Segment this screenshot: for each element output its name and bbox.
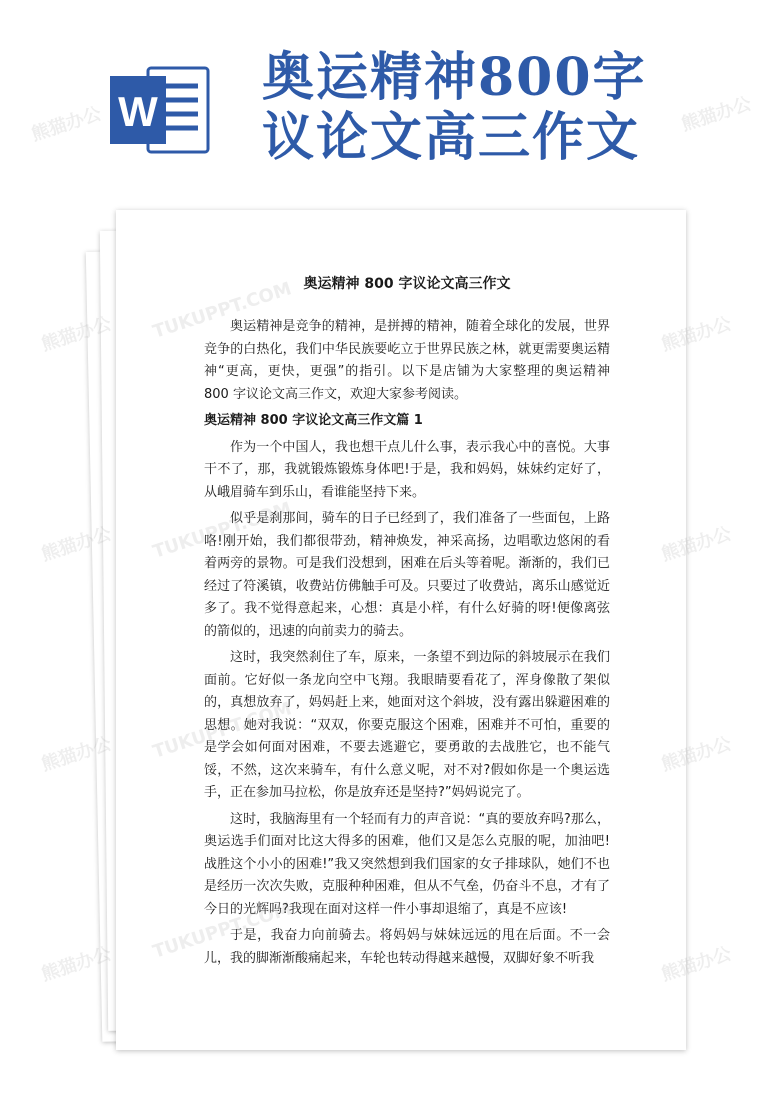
document-body xyxy=(204,272,610,974)
banner-title-line-2: 议论文高三作文 xyxy=(262,107,641,168)
watermark: 熊猫办公 xyxy=(658,313,734,356)
watermark: 熊猫办公 xyxy=(658,523,734,566)
watermark: 熊猫办公 xyxy=(38,313,114,356)
section-heading: 奥运精神 800 字议论文高三作文篇 1 xyxy=(204,413,423,428)
paragraph: 作为一个中国人，我也想干点儿什么事，表示我心中的喜悦。大事干不了，那，我就锻炼锻炼身体吧!于是，我和妈妈，妹妹约定好了，从峨眉骑车到乐山，看谁能坚持下来。 xyxy=(204,439,610,500)
banner xyxy=(0,0,780,200)
word-document-icon xyxy=(108,62,212,158)
intro-paragraph: 奥运精神是竞争的精神，是拼搏的精神，随着全球化的发展，世界竞争的白热化，我们中华民族要屹立于世界民族之林，就更需要奥运精神“更高，更快，更强”的指引。以下是店铺为大家整理的奥运精神 800 字议论文高三作文，欢迎大家参考阅读。 xyxy=(204,319,610,402)
paragraph: 于是，我奋力向前骑去。将妈妈与妹妹远远的甩在后面。不一会儿，我的脚渐渐酸痛起来，车轮也转动得越来越慢，双脚好象不听我 xyxy=(204,928,610,966)
banner-title-line-1: 奥运精神800字 xyxy=(262,47,647,108)
paragraph: 这时，我突然刹住了车，原来，一条望不到边际的斜坡展示在我们面前。它好似一条龙向空中飞翔。我眼睛要看花了，浑身像散了架似的，真想放弃了，妈妈赶上来，她面对这个斜坡，没有露出躲避困难的思想。她对我说：“双双，你要克服这个困难，困难并不可怕，重要的是学会如何面对困难，不要去逃避它，要勇敢的去战胜它，也不能气馁，不然，这次来骑车，有什么意义呢，对不对?假如你是一个奥运选手，正在参加马拉松，你是放弃还是坚持?”妈妈说完了。 xyxy=(204,650,610,800)
watermark: 熊猫办公 xyxy=(38,523,114,566)
document-title: 奥运精神 800 字议论文高三作文 xyxy=(303,276,511,292)
watermark: 熊猫办公 xyxy=(38,733,114,776)
banner-title xyxy=(262,48,742,168)
logo-letter: W xyxy=(118,88,158,135)
watermark: 熊猫办公 xyxy=(658,943,734,986)
watermark: 熊猫办公 xyxy=(678,93,754,136)
watermark: 熊猫办公 xyxy=(28,103,104,146)
watermark: 熊猫办公 xyxy=(38,943,114,986)
watermark: 熊猫办公 xyxy=(658,733,734,776)
paragraph: 这时，我脑海里有一个轻而有力的声音说：“真的要放弃吗?那么，奥运选手们面对比这大得多的困难，他们又是怎么克服的呢，加油吧!战胜这个小小的困难!”我又突然想到我们国家的女子排球队，她们不也是经历一次次失败，克服种种困难，但从不气垒，仍奋斗不息，才有了今日的光辉吗?我现在面对这样一件小事却退缩了，真是不应该! xyxy=(204,811,610,917)
paragraph: 似乎是刹那间，骑车的日子已经到了，我们准备了一些面包，上路咯!刚开始，我们都很带劲，精神焕发，神采高扬，边唱歌边悠闲的看着两旁的景物。可是我们没想到，困难在后头等着呢。渐渐的，我们已经过了符溪镇，收费站仿佛触手可及。只要过了收费站，离乐山感觉近多了。我不觉得意起来，心想：真是小样，有什么好骑的呀!便像离弦的箭似的，迅速的向前卖力的骑去。 xyxy=(204,511,610,639)
